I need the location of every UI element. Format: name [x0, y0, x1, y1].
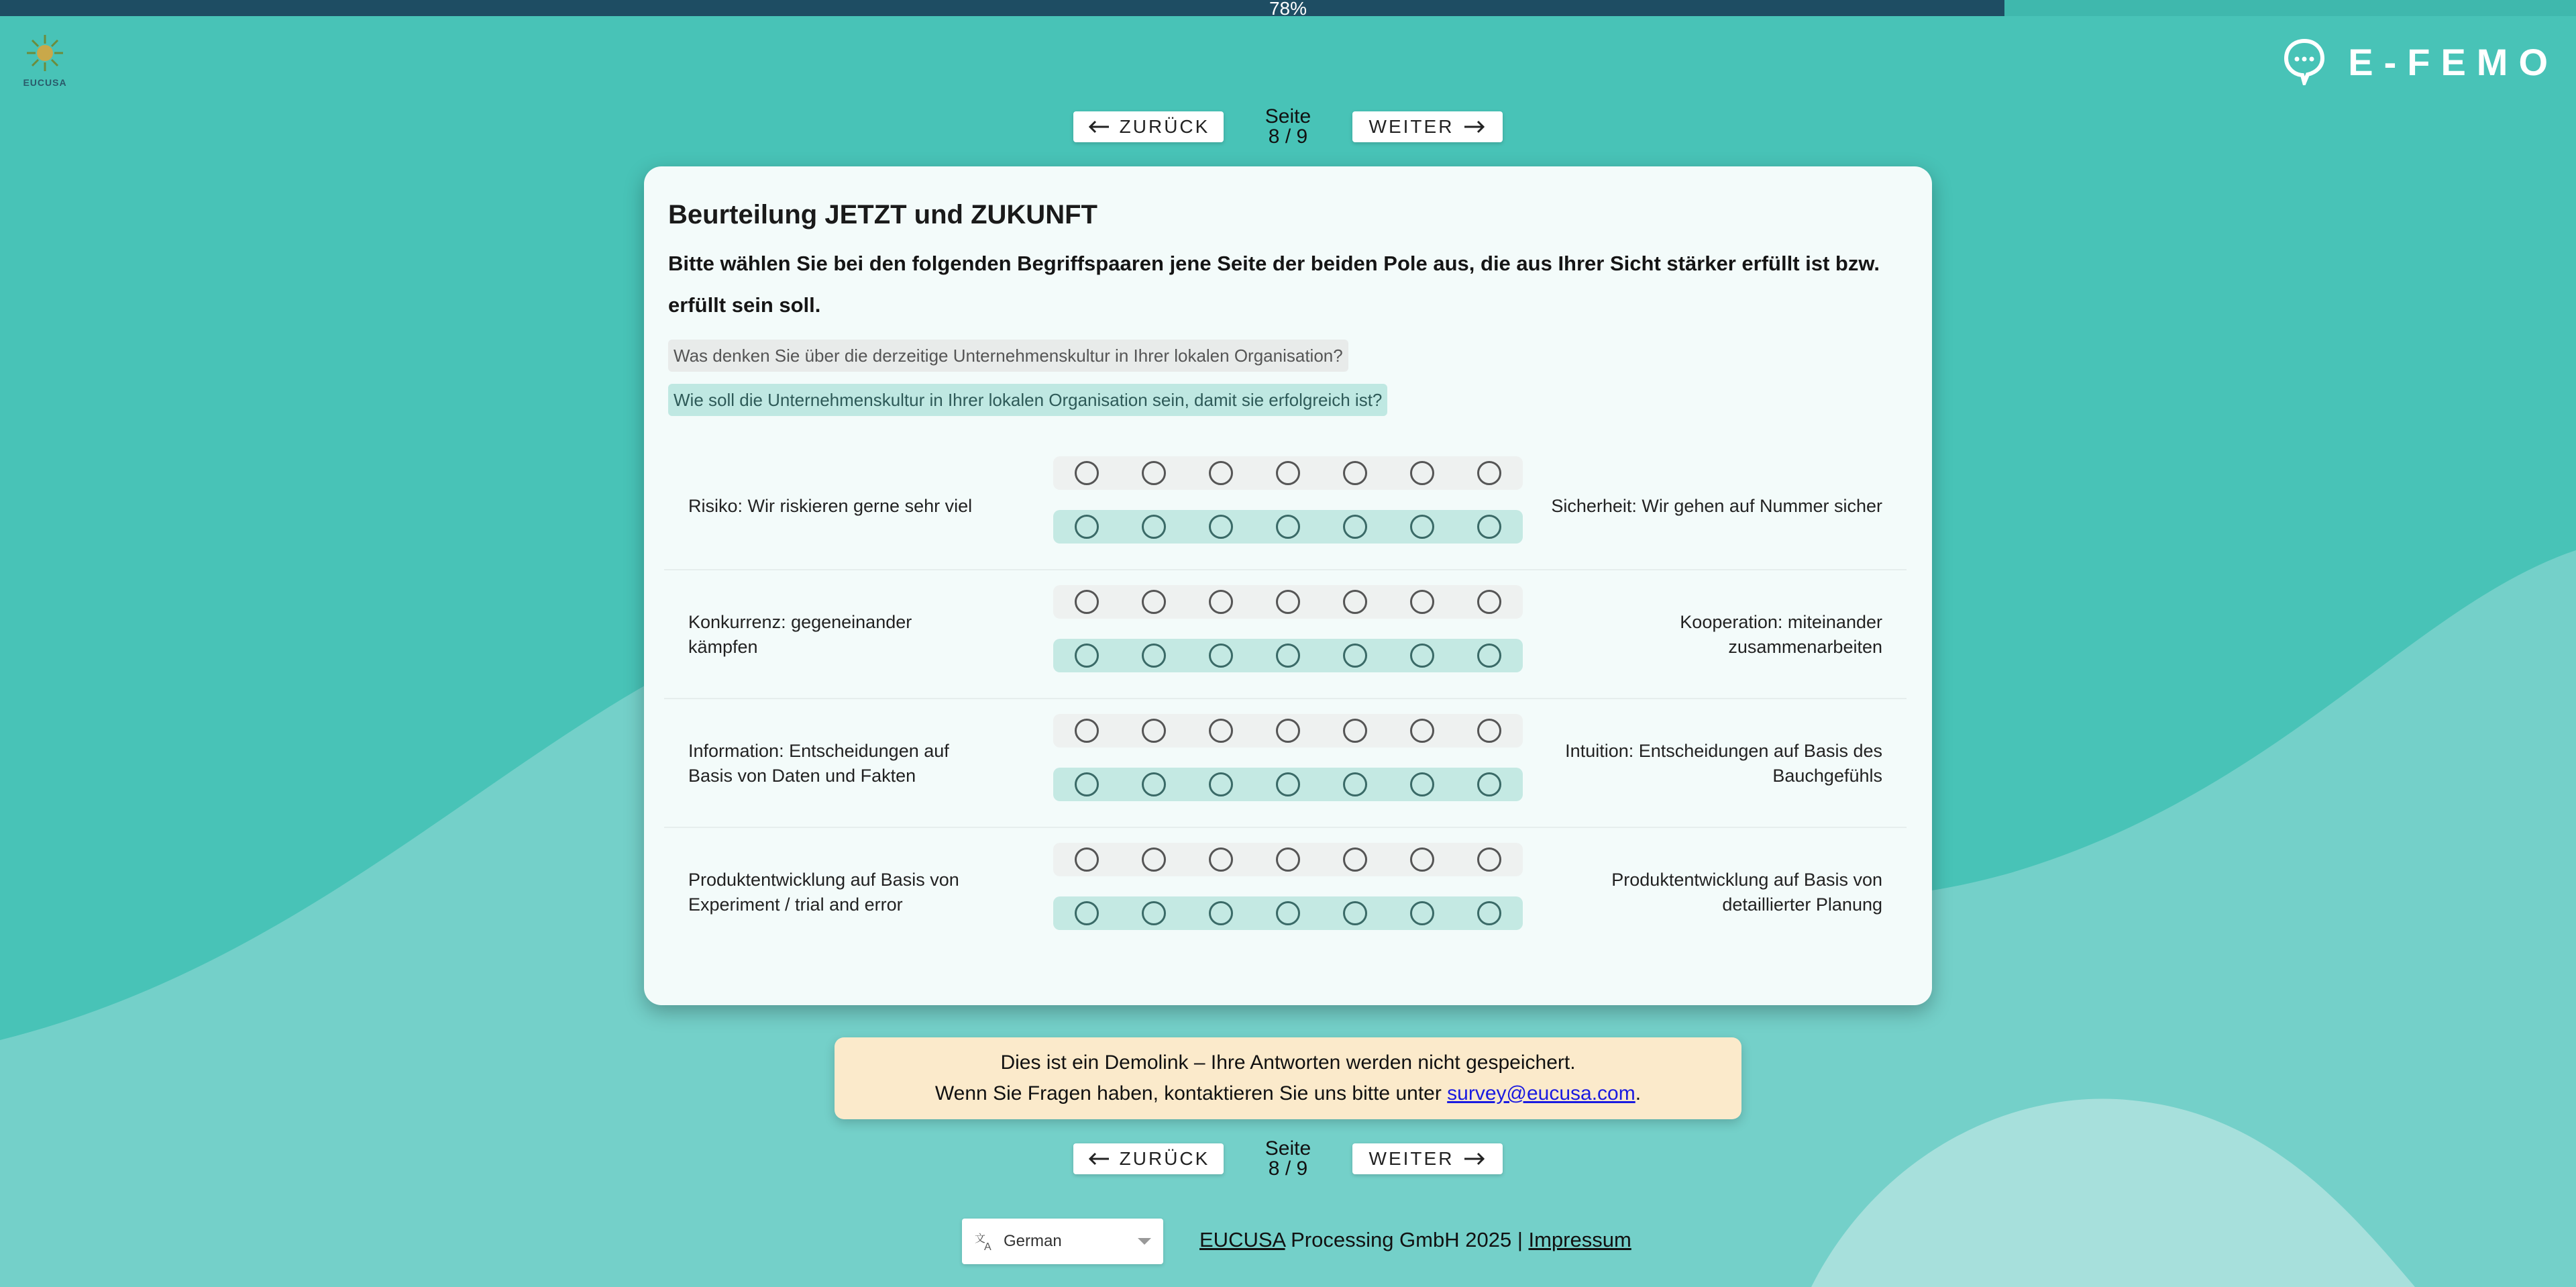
page-word: Seite	[1265, 105, 1311, 127]
scale-future	[1053, 639, 1523, 672]
scale-future	[1053, 896, 1523, 930]
radio-button-now[interactable]	[1410, 719, 1434, 743]
radio-button-future[interactable]	[1276, 901, 1300, 925]
radio-button-now[interactable]	[1142, 847, 1166, 872]
pole-left-label: Information: Entscheidungen auf Basis von Daten und Fakten	[688, 741, 949, 786]
radio-button-future[interactable]	[1477, 901, 1501, 925]
demo-notice	[835, 1037, 1741, 1119]
pole-right-label: Kooperation: miteinander zusammenarbeiten	[1680, 612, 1882, 657]
eucusa-logo	[16, 34, 74, 88]
arrow-left-icon	[1087, 119, 1110, 134]
radio-button-now[interactable]	[1142, 590, 1166, 614]
scale-now	[1053, 843, 1523, 876]
scale-row	[664, 699, 1907, 828]
radio-button-now[interactable]	[1075, 461, 1099, 485]
radio-button-now[interactable]	[1343, 719, 1367, 743]
pole-right-label: Sicherheit: Wir gehen auf Nummer sicher	[1551, 495, 1882, 516]
legend-future: Wie soll die Unternehmenskultur in Ihrer lokalen Organisation sein, damit sie erfolgreich ist?	[668, 384, 1387, 416]
radio-button-future[interactable]	[1477, 644, 1501, 668]
radio-button-future[interactable]	[1343, 644, 1367, 668]
scale-now	[1053, 585, 1523, 619]
legend-now: Was denken Sie über die derzeitige Unternehmenskultur in Ihrer lokalen Organisation?	[668, 340, 1348, 372]
imprint-link[interactable]: Impressum	[1528, 1228, 1631, 1251]
notice-line2-suffix: .	[1635, 1082, 1642, 1104]
back-button[interactable]	[1073, 111, 1224, 142]
email-link[interactable]: survey@eucusa.com	[1447, 1082, 1635, 1104]
pole-left-label: Konkurrenz: gegeneinander kämpfen	[688, 612, 912, 657]
scale-now	[1053, 714, 1523, 748]
scale-future	[1053, 768, 1523, 801]
radio-button-future[interactable]	[1142, 772, 1166, 796]
radio-button-now[interactable]	[1477, 461, 1501, 485]
radio-button-future[interactable]	[1410, 644, 1434, 668]
company-link[interactable]: EUCUSA	[1199, 1228, 1285, 1251]
radio-button-now[interactable]	[1276, 719, 1300, 743]
radio-button-future[interactable]	[1209, 901, 1233, 925]
radio-button-future[interactable]	[1075, 515, 1099, 539]
arrow-right-icon	[1463, 119, 1486, 134]
radio-button-now[interactable]	[1343, 847, 1367, 872]
scale-future	[1053, 510, 1523, 544]
radio-button-now[interactable]	[1209, 719, 1233, 743]
radio-button-now[interactable]	[1410, 590, 1434, 614]
radio-button-future[interactable]	[1209, 515, 1233, 539]
question-instruction: Bitte wählen Sie bei den folgenden Begriffspaaren jene Seite der beiden Pole aus, die aus Ihrer Sicht stärker erfüllt ist bzw. erfüllt sein soll.	[668, 252, 1880, 317]
radio-button-future[interactable]	[1276, 515, 1300, 539]
radio-button-future[interactable]	[1075, 901, 1099, 925]
radio-button-now[interactable]	[1276, 847, 1300, 872]
radio-button-now[interactable]	[1209, 847, 1233, 872]
radio-button-now[interactable]	[1209, 461, 1233, 485]
progress-bar	[0, 0, 2576, 19]
back-button-bottom[interactable]	[1073, 1143, 1224, 1174]
radio-button-future[interactable]	[1276, 644, 1300, 668]
arrow-right-icon	[1463, 1151, 1486, 1166]
back-button-label: ZURÜCK	[1119, 116, 1210, 137]
radio-button-now[interactable]	[1142, 719, 1166, 743]
question-card	[644, 166, 1932, 1005]
svg-text:文: 文	[975, 1233, 986, 1245]
radio-button-now[interactable]	[1477, 847, 1501, 872]
progress-label: 78%	[1269, 0, 1307, 19]
bottom-navigation	[1073, 1135, 1503, 1182]
scale-row	[664, 828, 1907, 957]
pole-left-label: Produktentwicklung auf Basis von Experiment / trial and error	[688, 870, 959, 915]
radio-button-now[interactable]	[1075, 847, 1099, 872]
pole-left-label: Risiko: Wir riskieren gerne sehr viel	[688, 495, 973, 516]
radio-button-now[interactable]	[1410, 461, 1434, 485]
radio-button-now[interactable]	[1343, 461, 1367, 485]
radio-button-future[interactable]	[1410, 901, 1434, 925]
notice-line2	[835, 1078, 1741, 1109]
efemo-brand-text: E-FEMO	[2348, 40, 2559, 83]
radio-button-future[interactable]	[1477, 772, 1501, 796]
radio-button-now[interactable]	[1276, 590, 1300, 614]
next-button-label: WEITER	[1368, 1148, 1454, 1169]
radio-button-now[interactable]	[1276, 461, 1300, 485]
page-indicator-bottom	[1265, 1139, 1311, 1179]
scale-row	[664, 442, 1907, 570]
radio-button-future[interactable]	[1276, 772, 1300, 796]
radio-button-now[interactable]	[1075, 590, 1099, 614]
language-value: German	[1004, 1232, 1062, 1250]
svg-text:A: A	[984, 1241, 991, 1251]
radio-button-future[interactable]	[1209, 644, 1233, 668]
radio-button-future[interactable]	[1142, 901, 1166, 925]
next-button-bottom[interactable]	[1352, 1143, 1503, 1174]
chat-bubble-icon	[2284, 38, 2325, 85]
eucusa-logo-text: EUCUSA	[23, 77, 67, 88]
next-button[interactable]	[1352, 111, 1503, 142]
pole-right-label: Intuition: Entscheidungen auf Basis des Bauchgefühls	[1565, 741, 1882, 786]
radio-button-now[interactable]	[1142, 461, 1166, 485]
page-value: 8 / 9	[1268, 125, 1308, 148]
translate-icon	[974, 1231, 997, 1251]
radio-button-now[interactable]	[1075, 719, 1099, 743]
sunburst-logo-icon	[25, 34, 64, 72]
radio-button-future[interactable]	[1209, 772, 1233, 796]
radio-button-now[interactable]	[1477, 719, 1501, 743]
chevron-down-icon	[1138, 1238, 1151, 1245]
radio-button-now[interactable]	[1477, 590, 1501, 614]
page-value: 8 / 9	[1268, 1157, 1308, 1180]
arrow-left-icon	[1087, 1151, 1110, 1166]
scale-row	[664, 570, 1907, 699]
radio-button-future[interactable]	[1410, 515, 1434, 539]
radio-button-future[interactable]	[1142, 644, 1166, 668]
radio-button-future[interactable]	[1075, 644, 1099, 668]
radio-button-future[interactable]	[1142, 515, 1166, 539]
radio-button-now[interactable]	[1410, 847, 1434, 872]
radio-button-now[interactable]	[1343, 590, 1367, 614]
notice-line1: Dies ist ein Demolink – Ihre Antworten werden nicht gespeichert.	[1000, 1051, 1576, 1074]
efemo-logo	[2284, 35, 2559, 89]
radio-button-future[interactable]	[1343, 901, 1367, 925]
radio-button-future[interactable]	[1410, 772, 1434, 796]
next-button-label: WEITER	[1368, 116, 1454, 137]
radio-button-now[interactable]	[1209, 590, 1233, 614]
question-title: Beurteilung JETZT und ZUKUNFT	[668, 200, 1097, 229]
footer	[1199, 1228, 1631, 1252]
footer-company-text: Processing GmbH 2025 |	[1285, 1228, 1529, 1251]
language-select[interactable]	[962, 1219, 1163, 1264]
radio-button-future[interactable]	[1343, 772, 1367, 796]
back-button-label: ZURÜCK	[1119, 1148, 1210, 1169]
page-indicator	[1265, 107, 1311, 147]
radio-button-future[interactable]	[1343, 515, 1367, 539]
page-word: Seite	[1265, 1137, 1311, 1160]
notice-line2-prefix: Wenn Sie Fragen haben, kontaktieren Sie uns bitte unter	[934, 1082, 1448, 1104]
scale-now	[1053, 456, 1523, 490]
top-navigation	[1073, 103, 1503, 150]
radio-button-future[interactable]	[1075, 772, 1099, 796]
pole-right-label: Produktentwicklung auf Basis von detaillierter Planung	[1611, 870, 1882, 915]
radio-button-future[interactable]	[1477, 515, 1501, 539]
